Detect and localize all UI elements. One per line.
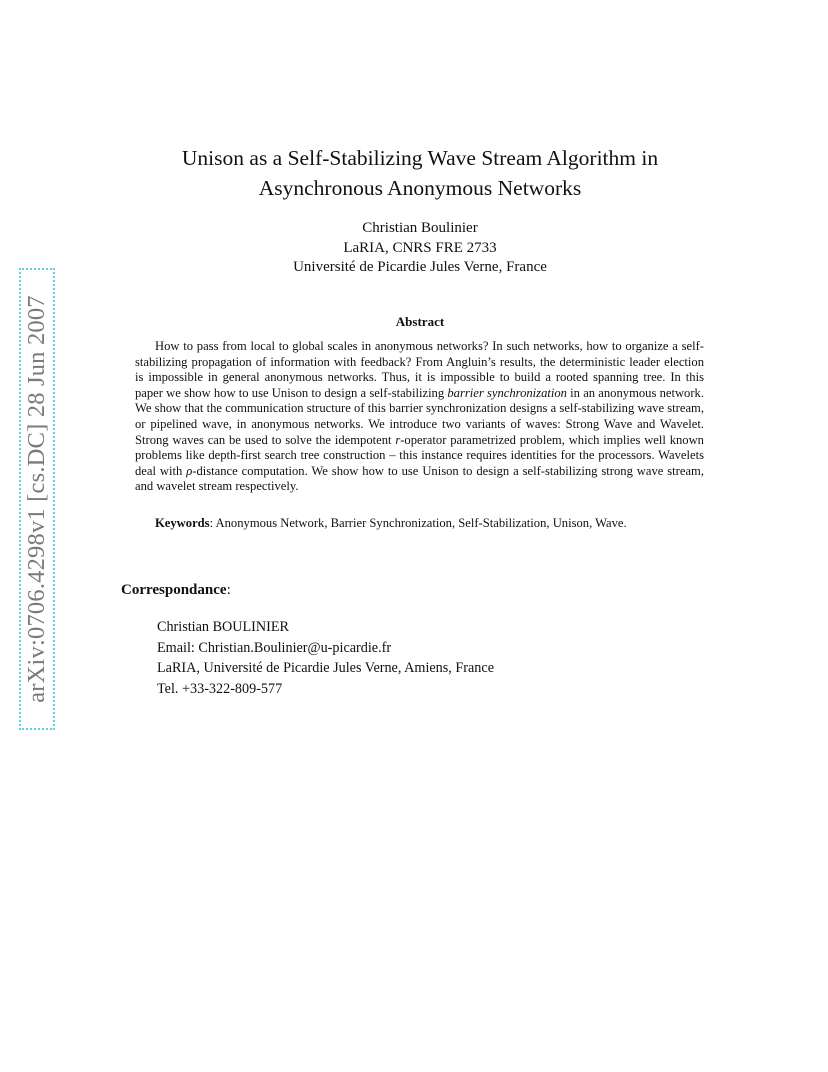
contact-name: Christian BOULINIER xyxy=(157,619,290,635)
contact-address: LaRIA, Université de Picardie Jules Verne, Amiens, France xyxy=(157,660,494,676)
keywords-label: Keywords xyxy=(155,516,210,530)
paper-title-line-2: Asynchronous Anonymous Networks xyxy=(258,176,582,200)
abstract-text-part-1: How to pass from local to global scales in anonymous networks? In such networks, how to organize a self-stabilizing propagation of information with feedback? From Angluin’s results, the deterministic leader election is impossible in general anonymous networks. Thus, it is impossible to build a rooted spanning tree. In this paper we show how to use Unison to design a self-stabilizing xyxy=(135,339,704,400)
arxiv-identifier: arXiv:0706.4298v1 [cs.DC] 28 Jun 2007 xyxy=(23,295,50,703)
keywords-line xyxy=(135,516,715,532)
paper-title xyxy=(120,143,720,203)
affiliation-line-2: Université de Picardie Jules Verne, France xyxy=(293,259,547,275)
correspondance-details xyxy=(157,617,494,699)
rho-symbol: ρ xyxy=(186,463,193,478)
arxiv-stamp xyxy=(19,268,55,730)
contact-email: Email: Christian.Boulinier@u-picardie.fr xyxy=(157,639,392,656)
correspondance-heading-text: Correspondance xyxy=(121,582,227,598)
abstract-text-part-3: -operator parametrized problem, which implies well known problems like depth-first search tree construction – this instance requires identities for the processors. Wavelets deal with xyxy=(135,432,704,478)
affiliation-line-1: LaRIA, CNRS FRE 2733 xyxy=(343,239,497,256)
contact-tel: Tel. +33-322-809-577 xyxy=(157,680,283,697)
abstract-text-part-4: -distance computation. We show how to use Unison to design a self-stabilizing strong wave stream, and wavelet stream respectively. xyxy=(135,463,704,494)
paper-title-line-1: Unison as a Self-Stabilizing Wave Stream Algorithm in xyxy=(181,146,659,170)
author-block xyxy=(120,219,720,278)
correspondance-colon: : xyxy=(226,582,231,598)
abstract-heading: Abstract xyxy=(395,314,445,329)
r-symbol: r xyxy=(395,432,401,447)
abstract-text-part-2: in an anonymous network. We show that the communication structure of this barrier synchronization designs a self-stabilizing wave stream, or pipelined wave, in anonymous networks. We introduce two variants of waves: Strong Wave and Wavelet. Strong waves can be used to solve the idempotent xyxy=(135,385,704,447)
author-name: Christian Boulinier xyxy=(362,220,478,236)
abstract-italic-term: barrier synchronization xyxy=(447,385,567,400)
correspondance-heading xyxy=(121,582,231,599)
keywords-list: : Anonymous Network, Barrier Synchronization, Self-Stabilization, Unison, Wave. xyxy=(209,516,627,530)
abstract-body xyxy=(135,339,704,495)
